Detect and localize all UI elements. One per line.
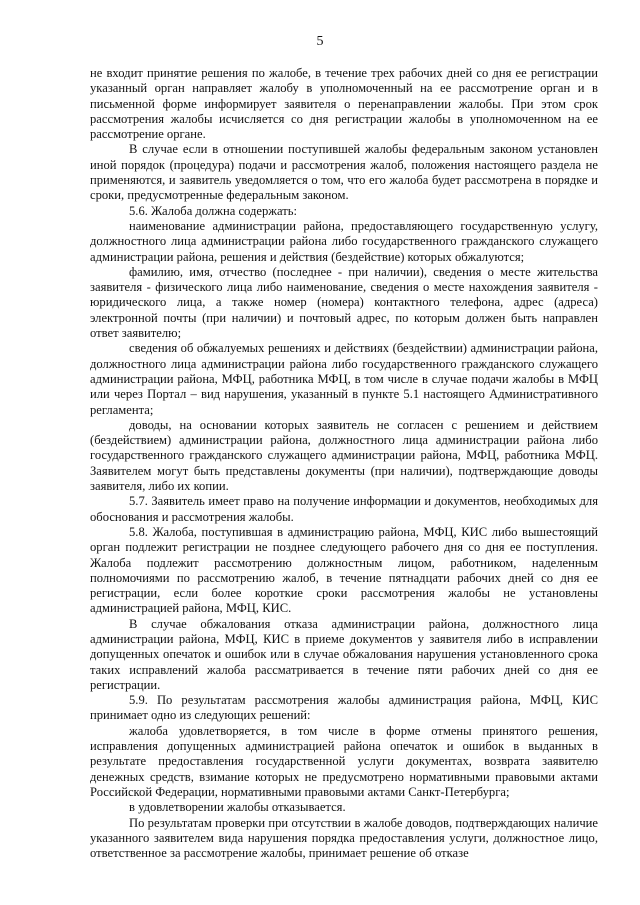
page-number: 5 [316,34,324,49]
paragraph-complaint-rejected: в удовлетворении жалобы отказывается. [129,800,346,815]
paragraph-applicant-details: фамилию, имя, отчество (последнее - при наличии), сведения о месте жительства заявителя - физического лица либо наименование, сведения о месте нахождения заявителя - юридического лица, а также номер (номера) контактного телефона, адрес (адреса) электронной почты (при наличии) и почтовый адрес, по которым должен быть направлен ответ заявителю; [90,264,598,341]
paragraph-5-8: 5.8. Жалоба, поступившая в администрацию района, МФЦ, КИС либо вышестоящий орган подлежит регистрации не позднее следующего рабочего дня со дня ее поступления. Жалоба подлежит рассмотрению должностным лицом, работником, наделенным полномочиями по рассмотрению жалоб, в течение пятнадцати рабочих дней со дня ее регистрации, если более короткие сроки рассмотрения жалобы не установлены администрацией района, МФЦ, КИС. [90,524,598,616]
paragraph-5-6-heading: 5.6. Жалоба должна содержать: [129,203,297,218]
paragraph-5-7: 5.7. Заявитель имеет право на получение информации и документов, необходимых для обоснования и рассмотрения жалобы. [90,494,598,524]
paragraph-verification-results: По результатам проверки при отсутствии в жалобе доводов, подтверждающих наличие указанного заявителем вида нарушения порядка предоставления услуги, должностное лицо, ответственное за рассмотрение жалобы, принимает решение об отказе [90,815,598,861]
paragraph-arguments: доводы, на основании которых заявитель не согласен с решением и действием (бездействием) администрации района, должностного лица администрации района либо государственного гражданского служащего администрации района, МФЦ, работника МФЦ. Заявителем могут быть представлены документы (при наличии), подтверждающие доводы заявителя, либо их копии. [90,417,598,494]
paragraph-5-9: 5.9. По результатам рассмотрения жалобы администрация района, МФЦ, КИС принимает одно из следующих решений: [90,693,598,723]
paragraph-appealed-decisions: сведения об обжалуемых решениях и действиях (бездействии) администрации района, должностного лица администрации района либо государственного гражданского служащего администрации района, МФЦ, работника МФЦ, в том числе в случае подачи жалобы в МФЦ или через Портал – вид нарушения, указанный в пункте 5.1 настоящего Административного регламента; [90,341,598,417]
paragraph-complaint-subject: наименование администрации района, предоставляющего государственную услугу, должностного лица администрации района либо государственного гражданского служащего администрации района, решения и действия (бездействие) которых обжалуются; [90,218,598,264]
paragraph-federal-law-case: В случае если в отношении поступившей жалобы федеральным законом установлен иной порядок (процедура) подачи и рассмотрения жалоб, положения настоящего раздела не применяются, и заявитель уведомляется о том, что его жалоба будет рассмотрена в порядке и сроки, предусмотренные федеральным законом. [90,142,598,203]
document-body [90,66,598,861]
paragraph-continuation: не входит принятие решения по жалобе, в течение трех рабочих дней со дня ее регистрации указанный орган направляет жалобу в уполномоченный на ее рассмотрение орган и в письменной форме информирует заявителя о перенаправлении жалобы. При этом срок рассмотрения жалобы исчисляется со дня регистрации жалобы в уполномоченном на ее рассмотрение органе. [90,66,598,142]
paragraph-refusal-appeal: В случае обжалования отказа администрации района, должностного лица администрации района, МФЦ, КИС в приеме документов у заявителя либо в исправлении допущенных опечаток и ошибок или в случае обжалования нарушения установленного срока таких исправлений жалоба рассматривается в течение пяти рабочих дней со дня ее регистрации. [90,616,598,692]
paragraph-complaint-satisfied: жалоба удовлетворяется, в том числе в форме отмены принятого решения, исправления допущенных администрацией района опечаток и ошибок в выданных в результате предоставления государственной услуги документах, возврата заявителю денежных средств, взимание которых не предусмотрено нормативными правовыми актами Российской Федерации, нормативными правовыми актами Санкт-Петербурга; [90,723,598,799]
